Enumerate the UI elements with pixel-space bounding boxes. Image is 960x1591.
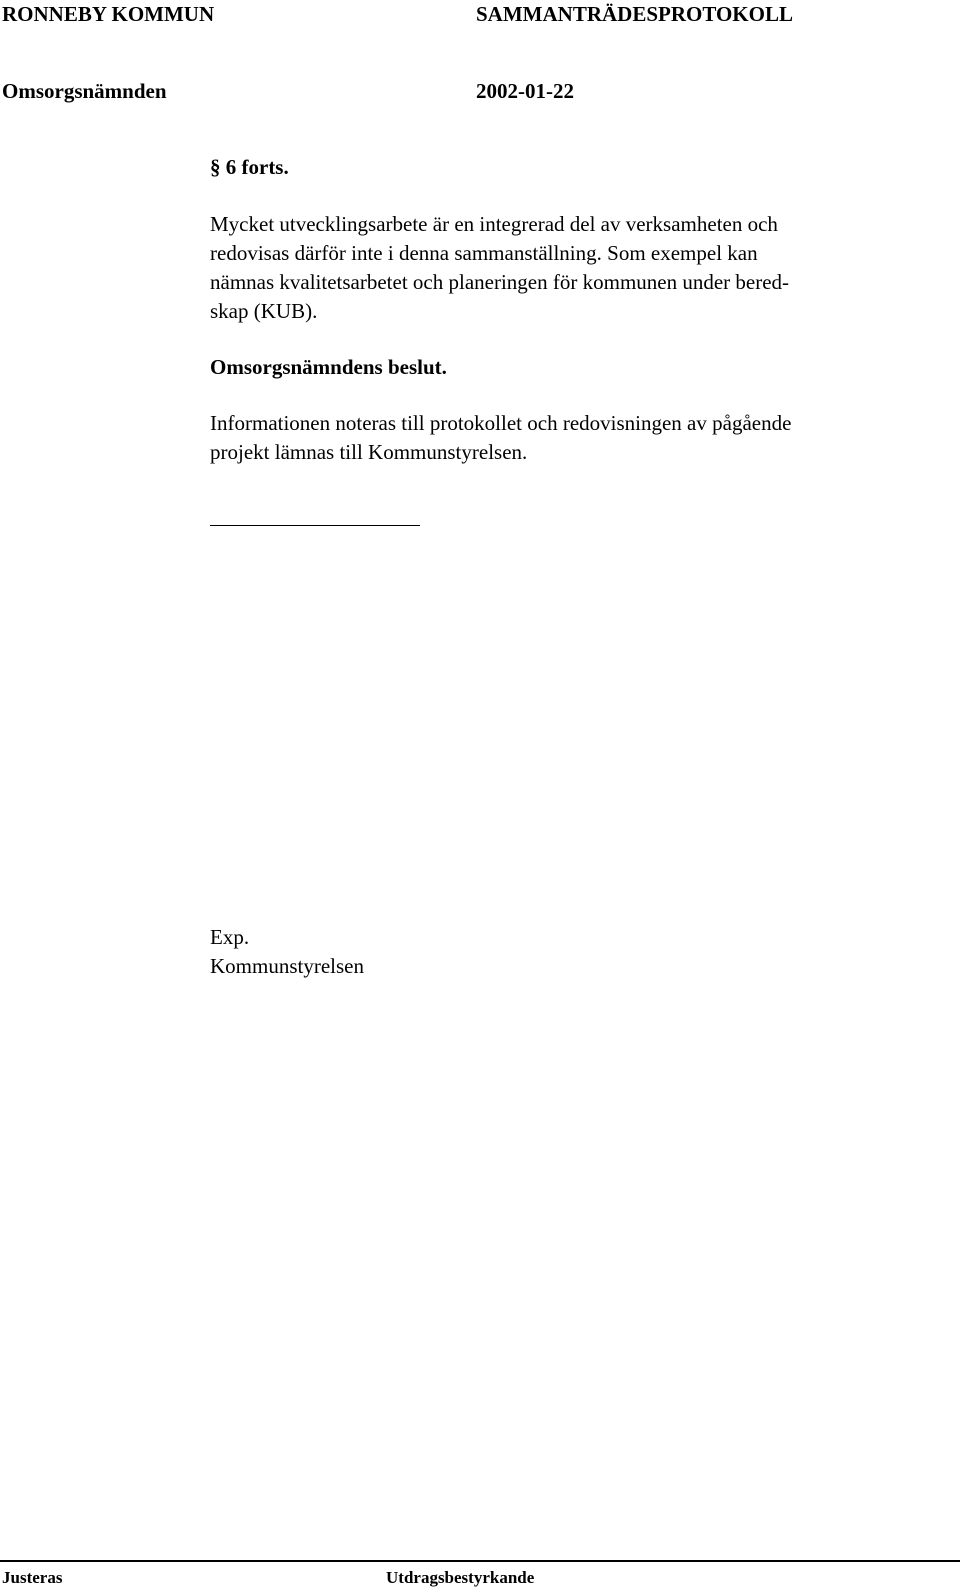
- decision-text: [210, 409, 791, 467]
- section-heading: § 6 forts.: [210, 155, 289, 179]
- paragraph-line: redovisas därför inte i denna sammanställning. Som exempel kan: [210, 241, 758, 265]
- meeting-date: 2002-01-22: [476, 79, 574, 103]
- dispatch-recipient: Kommunstyrelsen: [210, 954, 364, 978]
- municipality-name: RONNEBY KOMMUN: [2, 2, 215, 26]
- extract-certification-label: Utdragsbestyrkande: [386, 1568, 535, 1587]
- verified-label: Justeras: [2, 1568, 63, 1587]
- decision-line: Informationen noteras till protokollet och redovisningen av pågående: [210, 411, 792, 435]
- paragraph-line: skap (KUB).: [210, 299, 318, 323]
- footer-rule: [0, 1560, 960, 1562]
- decision-line: projekt lämnas till Kommunstyrelsen.: [210, 440, 528, 464]
- decision-heading: Omsorgsnämndens beslut.: [210, 355, 447, 379]
- paragraph-line: nämnas kvalitetsarbetet och planeringen för kommunen under bered-: [210, 270, 790, 294]
- committee-name: Omsorgsnämnden: [2, 79, 167, 103]
- paragraph: [210, 210, 789, 326]
- separator-rule: [210, 525, 420, 526]
- paragraph-line: Mycket utvecklingsarbete är en integrerad del av verksamheten och: [210, 212, 778, 236]
- dispatch-label: Exp.: [210, 925, 250, 949]
- document-type: SAMMANTRÄDESPROTOKOLL: [476, 2, 793, 26]
- dispatch-block: [210, 923, 364, 981]
